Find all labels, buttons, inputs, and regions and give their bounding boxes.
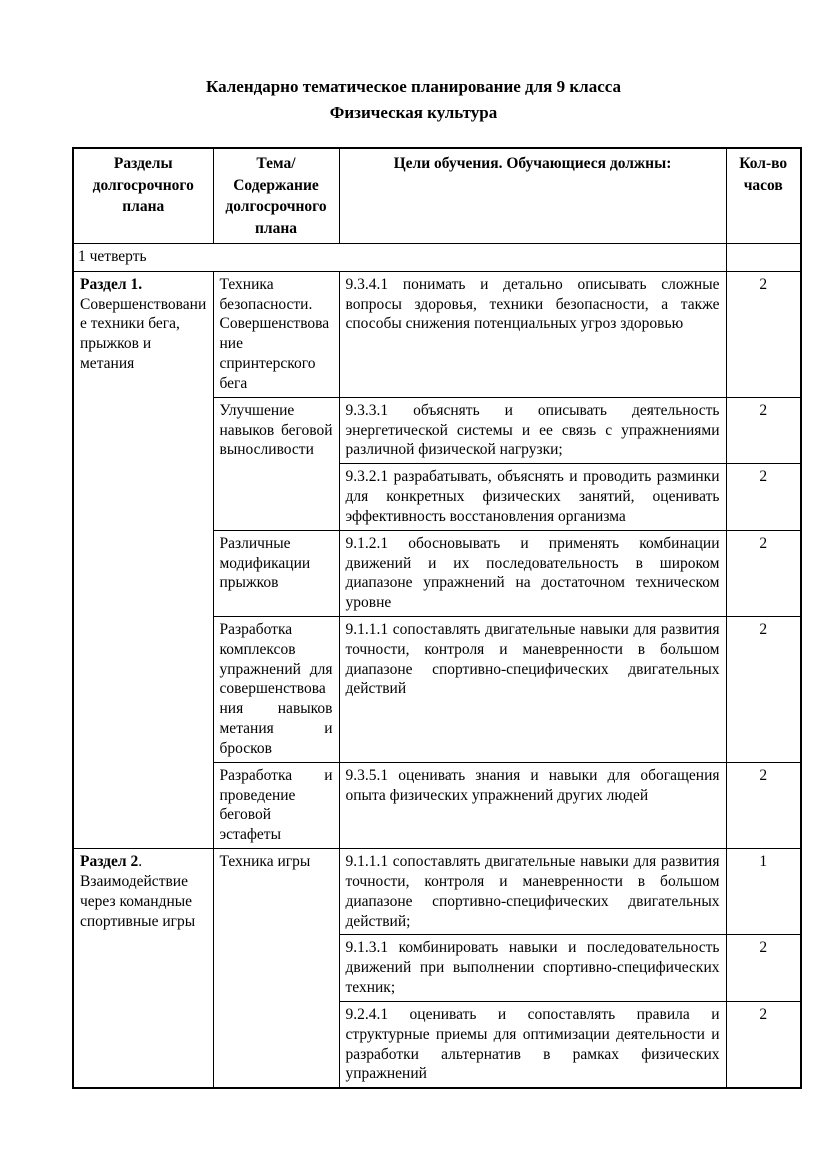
goal-cell: 9.3.2.1 разрабатывать, объяснять и проводить разминки для конкретных физических занятий, оценивать эффективность восстановления организма (339, 464, 726, 530)
title-line-2: Физическая культура (329, 102, 498, 122)
goal-cell: 9.3.3.1 объяснять и описывать деятельность энергетической системы и ее связь с упражнениями различной физической нагрузки; (339, 397, 726, 463)
goal-cell: 9.3.5.1 оценивать знания и навыки для обогащения опыта физических упражнений других людей (339, 762, 726, 848)
header-hours: Кол-во часов (726, 148, 801, 243)
goal-cell: 9.1.1.1 сопоставлять двигательные навыки для развития точности, контроля и маневренности в большом диапазоне спортивно-специфических двигательных действий; (339, 849, 726, 935)
section-label: Раздел 1. (80, 275, 143, 293)
hours-cell: 2 (726, 271, 801, 397)
hours-cell: 2 (726, 935, 801, 1001)
table-row (73, 271, 801, 397)
hours-cell: 2 (726, 530, 801, 616)
header-sections: Разделы долгосрочного плана (73, 148, 213, 243)
topic-cell: Разработка и проведение беговой эстафеты (213, 762, 339, 848)
topic-cell: Улучшение навыков беговой выносливости (213, 397, 339, 530)
topic-cell: Различные модификации прыжков (213, 530, 339, 616)
header-row (73, 148, 801, 243)
section-label: Раздел 2 (80, 853, 139, 871)
hours-cell: 2 (726, 617, 801, 763)
hours-cell: 1 (726, 849, 801, 935)
goal-cell: 9.1.2.1 обосновывать и применять комбинации движений и их последовательность в широком диапазоне упражнений на достаточном техническом уровне (339, 530, 726, 616)
page-title (0, 74, 827, 125)
section-cell: Раздел 2. Взаимодействие через командные спортивные игры (73, 849, 213, 1089)
goal-cell: 9.1.1.1 сопоставлять двигательные навыки для развития точности, контроля и маневренности в большом диапазоне спортивно-специфических двигательных действий (339, 617, 726, 763)
hours-cell: 2 (726, 464, 801, 530)
quarter-cell: 1 четверть (73, 243, 726, 271)
goal-cell: 9.3.4.1 понимать и детально описывать сложные вопросы здоровья, техники безопасности, а также способы снижения потенциальных угроз здоровью (339, 271, 726, 397)
topic-cell: Техника безопасности. Совершенствование спринтерского бега (213, 271, 339, 397)
title-line-1: Календарно тематическое планирование для 9 класса (205, 77, 622, 96)
section-cell: Раздел 1. Совершенствование техники бега, прыжков и метания (73, 271, 213, 848)
hours-cell: 2 (726, 1001, 801, 1088)
quarter-row (73, 243, 801, 271)
hours-cell: 2 (726, 397, 801, 463)
header-goals: Цели обучения. Обучающиеся должны: (339, 148, 726, 243)
goal-cell: 9.1.3.1 комбинировать навыки и последовательность движений при выполнении спортивно-специфических техник; (339, 935, 726, 1001)
topic-cell: Техника игры (213, 849, 339, 1089)
goal-cell: 9.2.4.1 оценивать и сопоставлять правила и структурные приемы для оптимизации деятельности и разработки альтернатив в рамках физических упражнений (339, 1001, 726, 1088)
planning-table (72, 147, 802, 1089)
topic-cell: Разработка комплексов упражнений для совершенствования навыков метания и бросков (213, 617, 339, 763)
table-row (73, 849, 801, 935)
header-topic: Тема/ Содержание долгосрочного плана (213, 148, 339, 243)
quarter-hours-cell (726, 243, 801, 271)
hours-cell: 2 (726, 762, 801, 848)
